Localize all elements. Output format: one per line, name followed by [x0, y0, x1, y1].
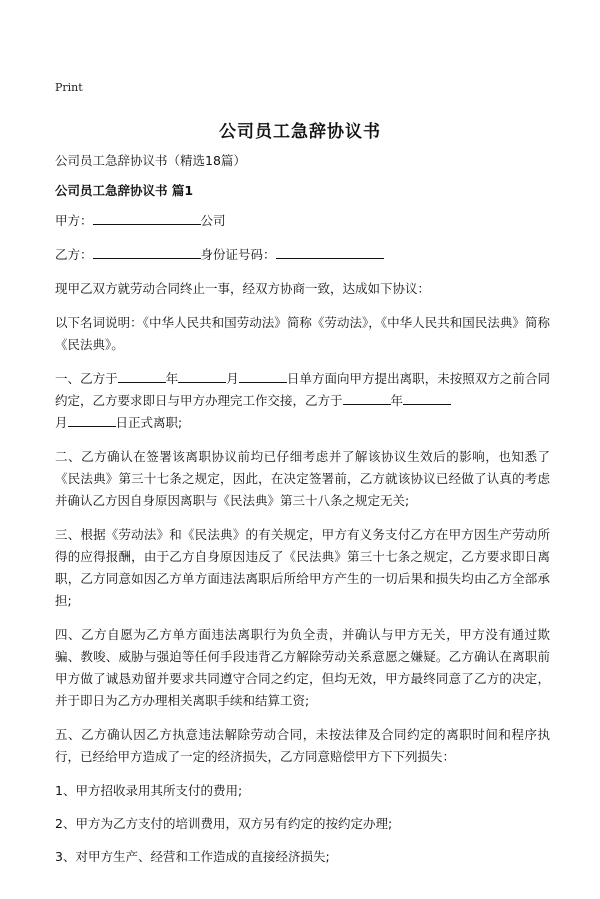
- clause-2: 二、乙方确认在签署该离职协议前均已仔细考虑并了解该协议生效后的影响，也知悉了《民法典》第三十七条之规定，因此，在决定签署前，乙方就该协议已经做了认真的考虑并确认乙方因自身原因离职与《民法典》第三十八条之规定无关;: [55, 449, 550, 508]
- party-b-id-blank: [276, 244, 384, 259]
- intro-paragraph: 现甲乙双方就劳动合同终止一事，经双方协商一致，达成如下协议：: [55, 281, 431, 296]
- clause-1-text-6: 月: [55, 415, 68, 430]
- clause-1-text-2: 年: [165, 371, 179, 386]
- party-a-label: 甲方：: [55, 213, 93, 228]
- clause-1-text-5: 年: [390, 393, 404, 408]
- party-a-line: [55, 210, 550, 232]
- article-heading: 公司员工急辞协议书 篇1: [55, 183, 194, 198]
- clause-1-day2-blank: [68, 413, 116, 427]
- clause-1-year2-blank: [343, 391, 391, 405]
- clause-1-text-4: 日单方面向甲方提出离职，未按照双方之前合同约定，乙方要求即日与甲方办理完工作交接，乙方于: [55, 371, 550, 408]
- clause-1: [55, 368, 550, 434]
- print-label: Print: [55, 81, 83, 94]
- clause-1-text-3: 月: [226, 371, 239, 386]
- party-b-id-label: 身份证号码：: [200, 247, 276, 262]
- clause-1-text-1: 一、乙方于: [55, 371, 118, 386]
- document-title: 公司员工急辞协议书: [219, 122, 381, 142]
- clause-1-year-blank: [118, 369, 166, 383]
- party-a-suffix: 公司: [200, 213, 226, 228]
- clause-5: 五、乙方确认因乙方执意违法解除劳动合同，未按法律及合同约定的离职时间和程序执行，已经给甲方造成了一定的经济损失，乙方同意赔偿甲方下下列损失：: [55, 727, 550, 764]
- loss-item-1: 1、甲方招收录用其所支付的费用;: [55, 783, 243, 798]
- clause-4: 四、乙方自愿为乙方单方面违法离职行为负全责，并确认与甲方无关，甲方没有通过欺骗、教唆、威胁与强迫等任何手段违背乙方解除劳动关系意愿之嫌疑。乙方确认在离职前甲方做了诚恳劝留并要求共同遵守合同之约定，但均无效，甲方最终同意了乙方的决定，并于即日为乙方办理相关离职手续和结算工资;: [55, 627, 550, 708]
- loss-item-2: 2、甲方为乙方支付的培训费用，双方另有约定的按约定办理;: [55, 816, 393, 831]
- party-b-line: [55, 244, 550, 266]
- clause-1-day-blank: [239, 369, 287, 383]
- party-a-blank: [93, 210, 201, 225]
- clause-3: 三、根据《劳动法》和《民法典》的有关规定，甲方有义务支付乙方在甲方因生产劳动所得的应得报酬，由于乙方自身原因违反了《民法典》第三十七条之规定，乙方要求即日离职，乙方同意如因乙方单方面违法离职后所给甲方产生的一切后果和损失均由乙方全部承担;: [55, 527, 550, 608]
- loss-item-3: 3、对甲方生产、经营和工作造成的直接经济损失;: [55, 849, 330, 864]
- clause-1-month2-blank: [403, 391, 451, 405]
- document-subtitle: 公司员工急辞协议书（精选18篇）: [55, 153, 246, 168]
- document-body: [55, 150, 550, 879]
- party-b-label: 乙方：: [55, 247, 93, 262]
- definitions-paragraph: 以下名词说明：《中华人民共和国劳动法》简称《劳动法》，《中华人民共和国民法典》简称《民法典》。: [55, 315, 550, 352]
- party-b-blank: [93, 244, 201, 259]
- clause-1-month-blank: [178, 369, 226, 383]
- clause-1-text-7: 日正式离职;: [115, 415, 183, 430]
